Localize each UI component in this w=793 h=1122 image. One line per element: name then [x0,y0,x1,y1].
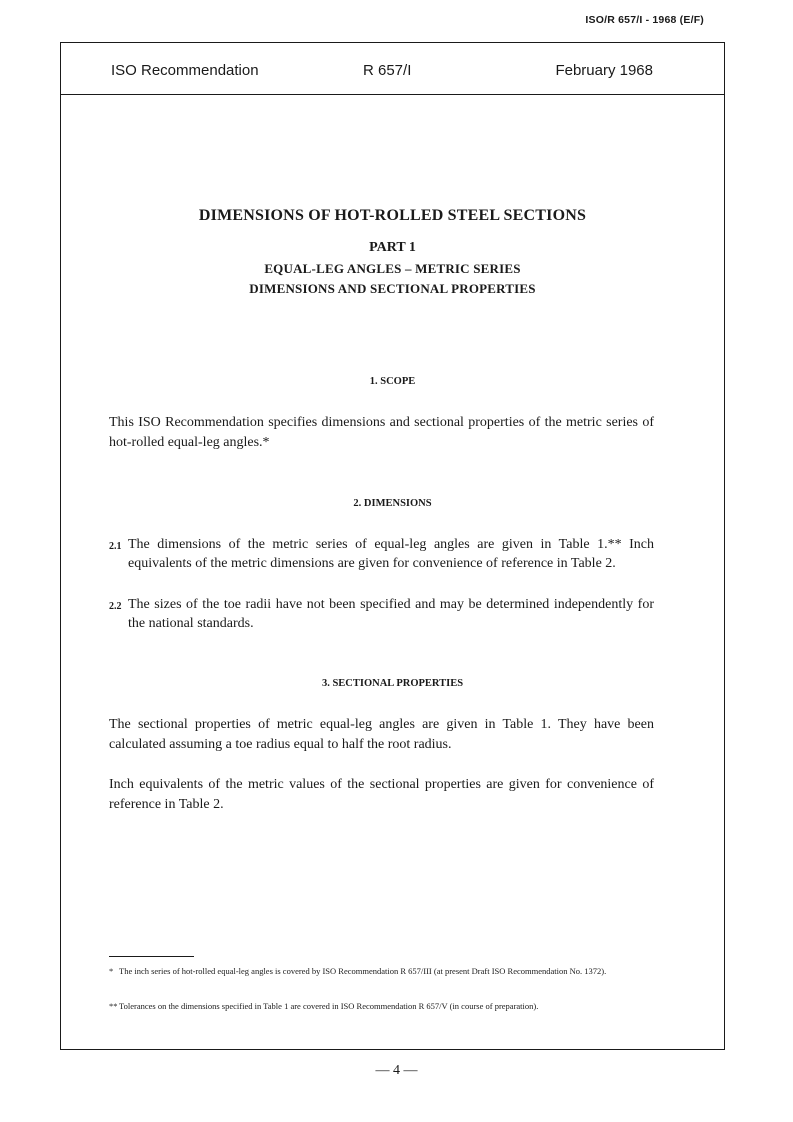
footnote-mark: * [109,966,114,976]
footnote-mark: ** [109,1001,118,1011]
page-frame [60,42,725,1050]
part-heading: PART 1 [369,240,416,255]
document-title: DIMENSIONS OF HOT-ROLLED STEEL SECTIONS [198,207,587,224]
footnote-divider [109,956,194,957]
scope-paragraph: This ISO Recommendation specifies dimensions and sectional properties of the metric series of hot-rolled equal-leg angles.* [109,415,654,450]
subtitle-series: EQUAL-LEG ANGLES – METRIC SERIES [264,261,521,276]
section-heading-scope: 1. SCOPE [369,376,416,387]
sectional-properties-paragraph-1: The sectional properties of metric equal-leg angles are given in Table 1. They have been calculated assuming a toe radius equal to half the root radius. [109,717,654,752]
clause-number: 2.2 [109,601,122,612]
clause-text: The dimensions of the metric series of equal-leg angles are given in Table 1.** Inch equivalents of the metric dimensions are given for convenience of reference in Table 2. [128,537,654,571]
clause-text: The sizes of the toe radii have not been specified and may be determined independently for the national standards. [128,597,654,631]
header-recommendation-label: ISO Recommendation [111,62,259,79]
footnote-2 [109,1000,654,1012]
footnote-text: Tolerances on the dimensions specified in Table 1 are covered in ISO Recommendation R 657/V (in course of preparation). [119,1001,539,1011]
section-heading-dimensions: 2. DIMENSIONS [353,498,432,509]
sectional-properties-paragraph-2: Inch equivalents of the metric values of the sectional properties are given for convenience of reference in Table 2. [109,777,654,812]
header-recommendation-number: R 657/I [363,62,412,79]
header-date: February 1968 [555,62,653,79]
footnote-text: The inch series of hot-rolled equal-leg angles is covered by ISO Recommendation R 657/III (at present Draft ISO Recommendation No. 1372). [119,966,607,976]
clause-2-1 [109,535,654,573]
page-number: — 4 — [375,1063,418,1078]
subtitle-properties: DIMENSIONS AND SECTIONAL PROPERTIES [249,281,536,296]
section-heading-sectional-properties: 3. SECTIONAL PROPERTIES [321,678,464,689]
header-bar [61,43,724,95]
clause-number: 2.1 [109,541,122,552]
document-reference: ISO/R 657/I - 1968 (E/F) [585,14,704,26]
footnote-1 [109,965,654,977]
clause-2-2 [109,595,654,633]
